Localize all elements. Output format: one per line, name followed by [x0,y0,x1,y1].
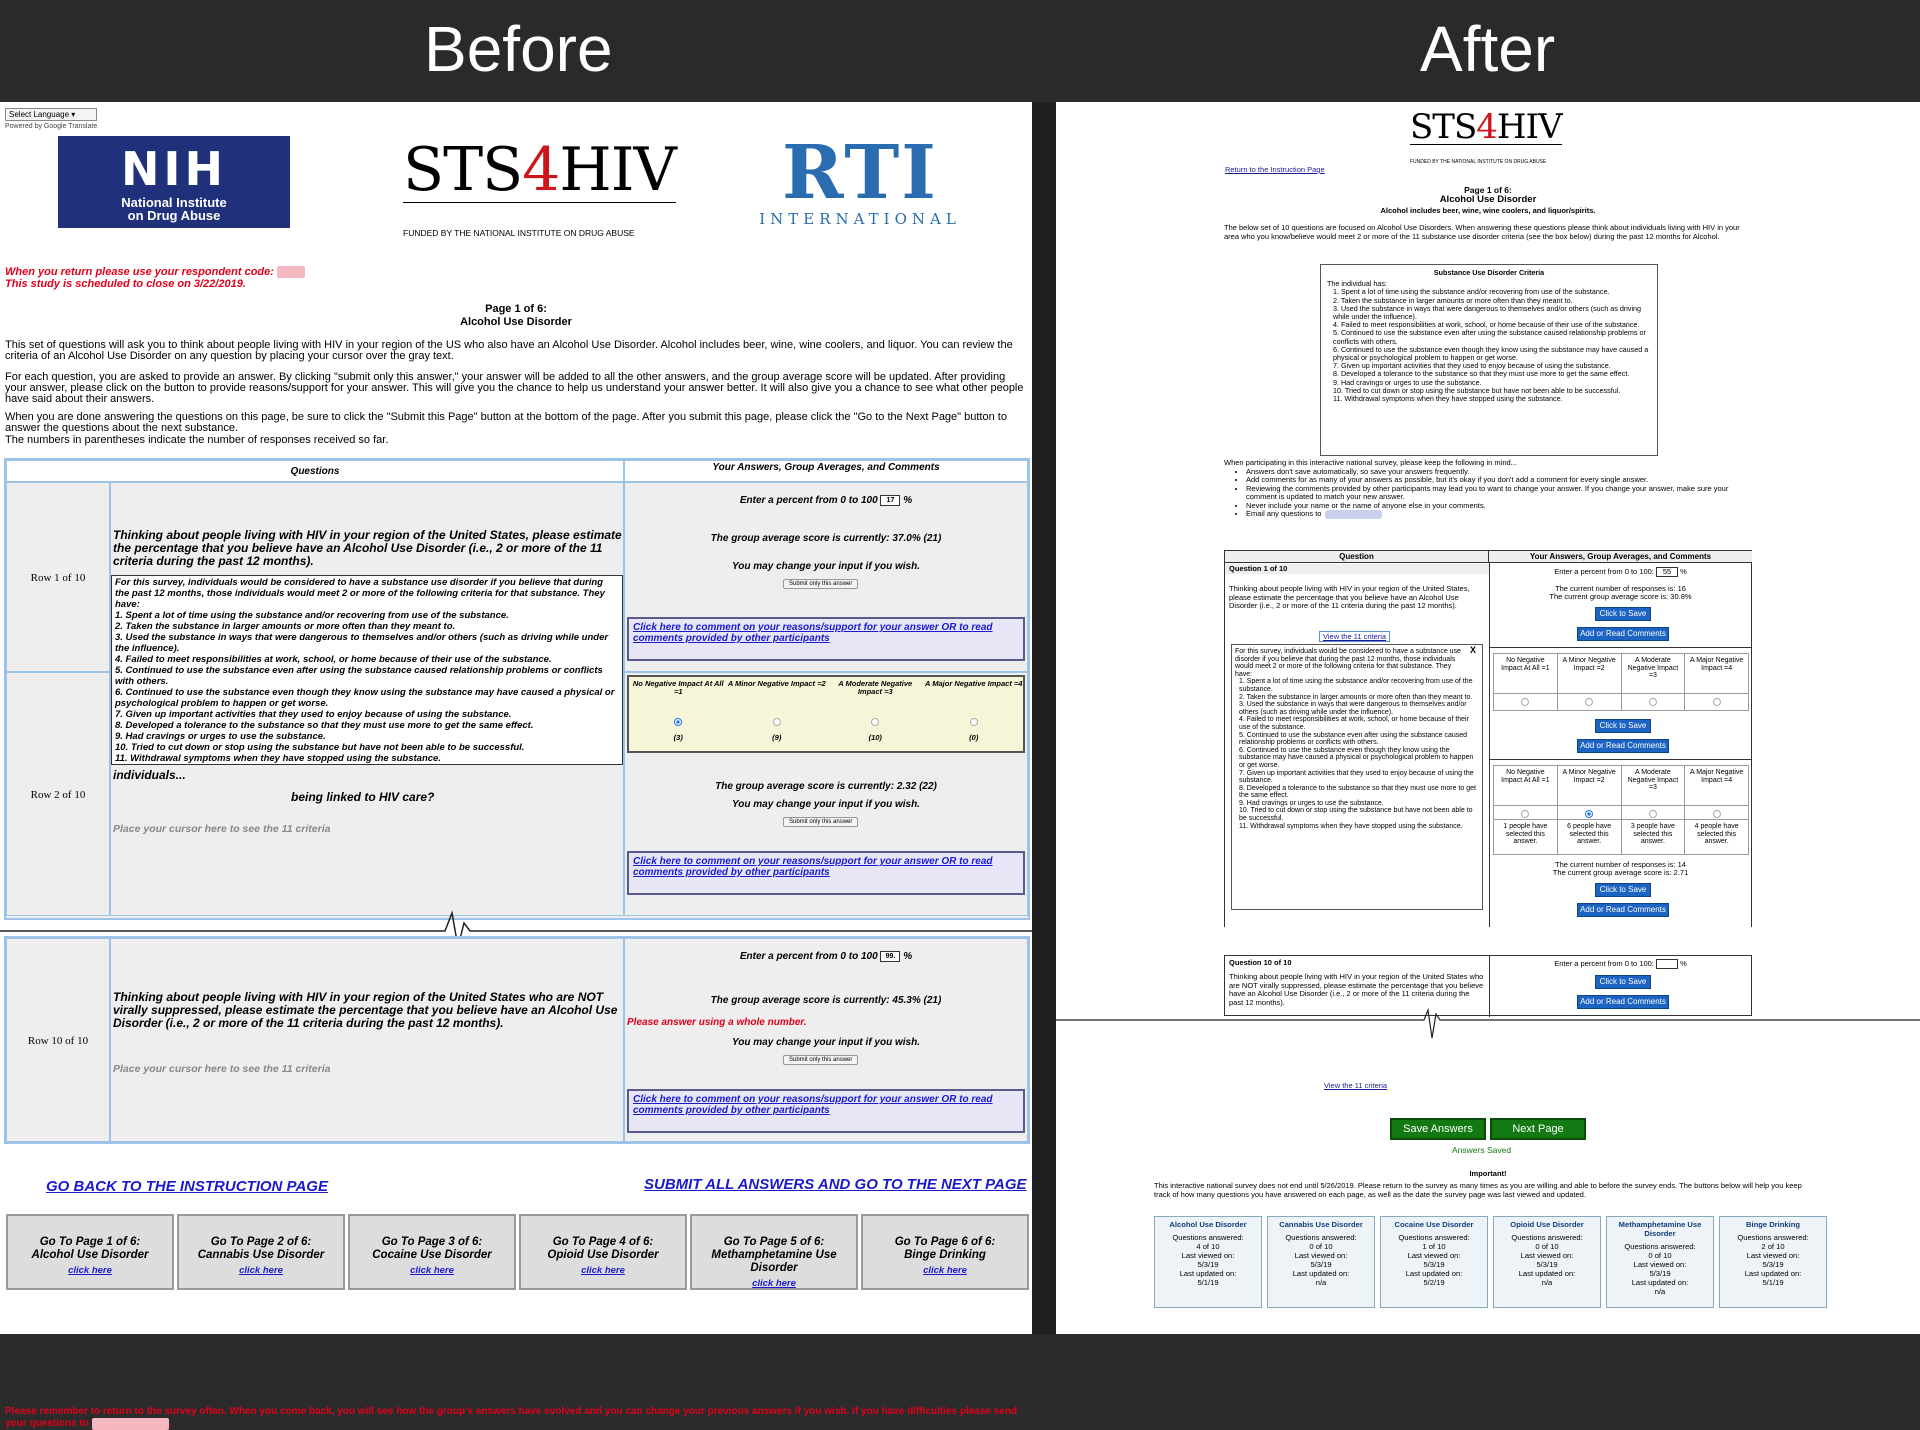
radio-button[interactable] [1649,698,1657,706]
footer-note: Please remember to return to the survey often. When you come back, you will see how the group's answers have evolved and you can change your previous answers if you wish. If you have difficulties please send your questions to . [5,1406,1018,1429]
criteria-item: 5. Continued to use the substance even after using the substance caused relationship problems or conflicts with others. [115,665,603,687]
save-button[interactable]: Click to Save [1595,607,1651,621]
criteria-item: 7. Given up important activities that they used to enjoy because of using the substance. [115,709,512,720]
sts4hiv-logo: STS4HIV FUNDED BY THE NATIONAL INSTITUTE ON DRUG ABUSE [403,140,676,263]
go-to-page-5-button[interactable]: Go To Page 5 of 6: Methamphetamine Use Disorder click here [690,1214,858,1290]
page-title: Page 1 of 6: [485,303,547,315]
answer-cell-10 [624,938,1028,1142]
percent-input[interactable]: 99. [880,951,900,962]
page-status-card[interactable]: Binge Drinking Questions answered: 2 of 10 Last viewed on: 5/3/19 Last updated on: 5/1/19 [1719,1216,1827,1308]
save-button[interactable]: Click to Save [1595,719,1651,733]
radio-button[interactable] [1521,698,1529,706]
view-criteria-link[interactable]: View the 11 criteria [1324,1081,1388,1090]
answer-cell-2 [624,672,1028,916]
page-status-card[interactable]: Opioid Use Disorder Questions answered: 0 of 10 Last viewed on: 5/3/19 Last updated on: n/a [1493,1216,1601,1308]
comment-link[interactable]: Click here to comment on your reasons/support for your answer OR to read comments provided by other participants [627,851,1025,895]
save-button[interactable]: Click to Save [1595,883,1651,897]
page-subtitle: Alcohol Use Disorder [1439,194,1537,205]
selection-count: 3 people have selected this answer. [1622,819,1685,846]
questions-table-row10 [4,936,1030,1144]
answers-column-header: Your Answers, Group Averages, and Comments [1489,551,1752,563]
sts4hiv-logo: STS4HIV FUNDED BY THE NATIONAL INSTITUTE ON DRUG ABUSE [1410,110,1562,179]
intro-paragraph-4: The numbers in parentheses indicate the number of responses received so far. [5,434,389,446]
close-date-note: This study is scheduled to close on 3/22/2019. [5,278,246,290]
criteria-popup: X For this survey, individuals would be considered to have a substance use disorder if you believe that during the past 12 months, those individuals would meet 2 or more of the following criteria for that substance. They have: 1. Spent a lot of time using the substance and/or recovering from use of the substance. 2. Taken the substance in larger amounts or more often than they meant to. 3. Used the substance in ways that were dangerous to themselves and/or others (such as driving while under the influence). 4. Failed to meet responsibilities at work, school, or home because of their use of the substance. 5. Continued to use the substance even after using the substance caused relationship problems or conflicts with others. 6. Continued to use the substance even though they know using the substance may have caused a physical or psychological problem to happen or get worse. 7. Given up important activities that they used to enjoy because of using the substance. 8. Developed a tolerance to the substance so that they must use more to get the same effect. 9. Had cravings or urges to use the substance. 10. Tried to cut down or stop using the substance but have not been able to be successful. 11. Withdrawal symptoms when they have stopped using the substance. [1231,644,1483,910]
response-count: (9) [772,733,782,742]
page-status-card[interactable]: Cannabis Use Disorder Questions answered: 0 of 10 Last viewed on: 5/3/19 Last updated on: n/a [1267,1216,1375,1308]
participation-notes: When participating in this interactive national survey, please keep the following in mind... • Answers don't save automatically, so save your answers frequently. • Add comments for as many of your answers as possible, but it's okay if you don't add a comment for every single answer. • Reviewing the comments provided by other participants may lead you to want to change your answer. If you change your answer, make sure your comment is updated to match your new answer. • Never include your name or the name of anyone else in your comments. • Email any questions to [1224,459,1744,519]
criteria-item: 10. Tried to cut down or stop using the substance but have not been able to be successful. [1239,807,1473,823]
next-page-button[interactable]: Next Page [1490,1118,1586,1140]
click-here-link[interactable]: click here [923,1265,967,1276]
criteria-hover-hint[interactable]: Place your cursor here to see the 11 criteria [113,823,331,835]
question-column-header: Question [1225,551,1489,563]
response-count: The current number of responses is: 14 [1555,860,1686,869]
question-10-text: Thinking about people living with HIV in your region of the United States who are NOT virally suppressed, please estimate the percentage that you believe have an Alcohol Use Disorder (i.e., 2 or more of the 11 criteria during the past 12 months). [113,990,618,1030]
criteria-item: 9. Had cravings or urges to use the substance. [115,731,326,742]
criteria-item: 8. Developed a tolerance to the substance so that they must use more to get the same effect. [115,720,534,731]
question-2-end: being linked to HIV care? [291,790,435,804]
radio-button[interactable] [871,718,879,726]
note-bullet: • Reviewing the comments provided by other participants may lead you to want to change your answer. If you change your answer, make sure your comment is updated to match your new answer. [1246,485,1744,502]
click-here-link[interactable]: click here [239,1265,283,1276]
criteria-item: 1. Spent a lot of time using the substance and/or recovering from use of the substance. [1333,287,1610,297]
important-heading: Important! [1469,1169,1507,1178]
page-subtitle: Alcohol Use Disorder [460,316,572,328]
likert-option[interactable]: A Moderate Negative Impact =3 [1622,654,1686,710]
likert-option[interactable]: A Major Negative Impact =4 4 people have selected this answer. [1685,766,1748,854]
percent-prompt: Enter a percent from 0 to 100 17 % [739,495,913,507]
page-title: Page 1 of 6: [1464,185,1512,195]
question-1-text: Thinking about people living with HIV in your region of the United States, please estimate the percentage that you believe have an Alcohol Use Disorder (i.e., 2 or more of the 11 criteria during the past 12 months). [113,528,622,568]
note-bullet: • Never include your name or the name of anyone else in your comments. [1246,502,1744,511]
likert-option[interactable]: No Negative Impact At All =1 [1494,654,1558,710]
may-change-note: You may change your input if you wish. [732,561,920,572]
criteria-item: 9. Had cravings or urges to use the substance. [1333,377,1482,387]
card-title: Opioid Use Disorder [1510,1220,1584,1229]
comments-button[interactable]: Add or Read Comments [1577,739,1669,753]
criteria-item: 2. Taken the substance in larger amounts or more often than they meant to. [115,621,456,632]
radio-button[interactable] [1521,810,1529,818]
click-here-link[interactable]: click here [68,1265,112,1276]
intro-paragraph-1: This set of questions will ask you to think about people living with HIV in your region of the US who also have an Alcohol Use Disorder. Alcohol includes beer, wine, wine coolers, and liquor. You can review the criteria of an Alcohol Use Disorder on any question by placing your cursor over the gray text. [5,339,1013,362]
intro-paragraph-3: When you are done answering the questions on this page, be sure to click the "Submit this Page" button at the bottom of the page. After you submit this page, please click the "Go to the Next Page" button to answer the questions about the next substance. [5,411,1007,434]
questions-column-header: Questions [6,460,624,482]
criteria-item: 9. Had cravings or urges to use the substance. [1239,799,1384,807]
comment-link[interactable]: Click here to comment on your reasons/support for your answer OR to read comments provided by other participants [627,1089,1025,1133]
percent-prompt: Enter a percent from 0 to 100: 55 % [1554,566,1687,576]
submit-answer-button[interactable]: Submit only this answer [783,817,858,827]
page-break-line [1056,1006,1920,1046]
save-answers-button[interactable]: Save Answers [1390,1118,1486,1140]
intro-text: The below set of 10 questions are focused on Alcohol Use Disorders. When answering these questions please think about individuals living with HIV in your area who you know/believe would meet 2 or more of the 11 substance use disorder criteria (see the box below) during the past 12 months for Alcohol. [1224,223,1740,241]
question-1-text: Thinking about people living with HIV in your region of the United States, please estimate the percentage that you believe have an Alcohol Use Disorder (i.e., 2 or more of the 11 criteria during the past 12 months). [1229,584,1470,610]
group-average: The group average score is currently: 37.0% (21) [710,533,942,544]
criteria-item: 7. Given up important activities that they used to enjoy because of using the substance. [1333,361,1611,371]
card-title: Binge Drinking [1745,1220,1800,1229]
criteria-item: 2. Taken the substance in larger amounts or more often than they meant to. [1239,693,1473,701]
submit-answer-button[interactable]: Submit only this answer [783,579,858,589]
criteria-item: 4. Failed to meet responsibilities at work, school, or home because of their use of the substance. [115,654,552,665]
questions-table [4,458,1030,920]
response-count: (0) [969,733,979,742]
percent-input[interactable]: 55 [1656,567,1678,577]
comments-button[interactable]: Add or Read Comments [1577,995,1669,1009]
row-label: Row 2 of 10 [6,672,110,916]
page-status-card[interactable]: Methamphetamine Use Disorder Questions answered: 0 of 10 Last viewed on: 5/3/19 Last updated on: n/a [1606,1216,1714,1308]
percent-input[interactable] [1656,959,1678,969]
redacted-email [1325,510,1381,519]
criteria-item: 1. Spent a lot of time using the substance and/or recovering from use of the substance. [1239,678,1473,693]
criteria-item: 5. Continued to use the substance even after using the substance caused relationship problems or conflicts with others. [1239,731,1468,747]
criteria-item: 11. Withdrawal symptoms when they have stopped using the substance. [1239,822,1463,830]
answers-column-header: Your Answers, Group Averages, and Comments [624,460,1028,482]
language-select[interactable]: Select Language ▾ [5,108,97,121]
go-back-link[interactable]: GO BACK TO THE INSTRUCTION PAGE [46,1178,328,1195]
go-to-page-3-button[interactable]: Go To Page 3 of 6: Cocaine Use Disorder click here [348,1214,516,1290]
likert-option[interactable]: A Major Negative Impact =4 [1685,654,1748,710]
radio-button[interactable] [1713,698,1721,706]
criteria-item: 3. Used the substance in ways that were dangerous to themselves and/or others (such as driving while under the influence). [1239,701,1467,716]
group-average: The current group average score is: 30.8% [1549,592,1692,601]
note-bullet: • Email any questions to [1246,510,1744,519]
card-title: Cocaine Use Disorder [1394,1220,1474,1229]
close-icon[interactable]: X [1469,645,1476,655]
go-to-page-2-button[interactable]: Go To Page 2 of 6: Cannabis Use Disorder click here [177,1214,345,1290]
validation-error: Please answer using a whole number. [627,1017,807,1028]
return-instruction-link[interactable]: Return to the Instruction Page [1225,165,1325,174]
criteria-item: 8. Developed a tolerance to the substance so that they must use more to get the same effect. [1333,369,1630,379]
radio-button[interactable] [1585,698,1593,706]
likert-scale [627,675,1025,753]
likert-option[interactable]: A Minor Negative Impact =2 [1558,654,1622,710]
response-count: (3) [673,733,683,742]
criteria-item: 7. Given up important activities that they used to enjoy because of using the substance. [1239,769,1474,785]
criteria-item: 8. Developed a tolerance to the substance so that they must use more to get the same effect. [1239,784,1476,800]
criteria-item: 11. Withdrawal symptoms when they have stopped using the substance. [115,753,441,764]
page-status-card[interactable]: Cocaine Use Disorder Questions answered: 1 of 10 Last viewed on: 5/3/19 Last updated on: 5/2/19 [1380,1216,1488,1308]
group-average: The current group average score is: 2.71 [1552,868,1689,877]
radio-button[interactable] [674,718,682,726]
after-label: After [1420,13,1556,85]
criteria-box: Substance Use Disorder Criteria The individual has: 1. Spent a lot of time using the substance and/or recovering from use of the substance. 2. Taken the substance in larger amounts or more often than they meant to. 3. Used the substance in ways that were dangerous to themselves and/or others (such as driving while under the influence). 4. Failed to meet responsibilities at work, school, or home because of their use of the substance. 5. Continued to use the substance even after using the substance caused relationship problems or conflicts with others. 6. Continued to use the substance even though they know using the substance may have caused a physical or psychological problem to happen or get worse. 7. Given up important activities that they used to enjoy because of using the substance. 8. Developed a tolerance to the substance so that they must use more to get the same effect. 9. Had cravings or urges to use the substance. 10. Tried to cut down or stop using the substance but have not been able to be successful. 11. Withdrawal symptoms when they have stopped using the substance. [1320,264,1658,456]
before-panel [0,102,1032,1429]
comment-link[interactable]: Click here to comment on your reasons/support for your answer OR to read comments provided by other participants [627,617,1025,661]
question-cell [110,938,624,1142]
may-change-note: You may change your input if you wish. [732,799,920,810]
selection-count: 1 people have selected this answer. [1494,819,1557,846]
click-here-link[interactable]: click here [581,1265,625,1276]
go-to-page-6-button[interactable]: Go To Page 6 of 6: Binge Drinking click here [861,1214,1029,1290]
comments-button[interactable]: Add or Read Comments [1577,903,1669,917]
question-2-fragment: individuals... [113,768,186,782]
go-to-page-1-button[interactable]: Go To Page 1 of 6: Alcohol Use Disorder click here [6,1214,174,1290]
view-criteria-button[interactable]: View the 11 criteria [1319,631,1390,642]
likert-option[interactable]: No Negative Impact At All =1 1 people have selected this answer. [1494,766,1558,854]
criteria-item: 2. Taken the substance in larger amounts or more often than they meant to. [1333,295,1573,305]
criteria-item: 10. Tried to cut down or stop using the substance but have not been able to be successful. [115,742,525,753]
powered-by-google: Powered by Google Translate [5,123,98,130]
criteria-tooltip: For this survey, individuals would be considered to have a substance use disorder if you believe that during the past 12 months, those individuals would meet 2 or more of the following criteria for that substance. They have: 1. Spent a lot of time using the substance and/or recovering from use of the substance. 2. Taken the substance in larger amounts or more often than they meant to. 3. Used the substance in ways that were dangerous to themselves and/or others (such as driving while under the influence). 4. Failed to meet responsibilities at work, school, or home because of their use of the substance. 5. Continued to use the substance even after using the substance caused relationship problems or conflicts with others. 6. Continued to use the substance even though they know using the substance may have caused a physical or psychological problem to happen or get worse. 7. Given up important activities that they used to enjoy because of using the substance. 8. Developed a tolerance to the substance so that they must use more to get the same effect. 9. Had cravings or urges to use the substance. 10. Tried to cut down or stop using the substance but have not been able to be successful. 11. Withdrawal symptoms when they have stopped using the substance. [111,575,623,765]
radio-button[interactable] [970,718,978,726]
likert-option[interactable]: A Moderate Negative Impact =3 (10) [826,677,925,751]
note-bullet: • Add comments for as many of your answers as possible, but it's okay if you don't add a comment for every single answer. [1246,476,1744,485]
likert-option[interactable]: A Major Negative Impact =4 (0) [925,679,1023,742]
nih-logo: NIH National Institute on Drug Abuse [58,136,290,228]
likert-option[interactable]: A Minor Negative Impact =2 (9) [727,679,826,742]
card-title: Alcohol Use Disorder [1169,1220,1247,1229]
criteria-item: 1. Spent a lot of time using the substance and/or recovering from use of the substance. [115,610,509,621]
selection-count: 4 people have selected this answer. [1685,819,1748,846]
page-status-card[interactable]: Alcohol Use Disorder Questions answered: 4 of 10 Last viewed on: 5/3/19 Last updated on: 5/1/19 [1154,1216,1262,1308]
radio-button[interactable] [1649,810,1657,818]
criteria-item: 3. Used the substance in ways that were dangerous to themselves and/or others (such as driving while under the influence). [115,632,609,654]
card-title: Methamphetamine Use Disorder [1618,1220,1702,1238]
percent-prompt: Enter a percent from 0 to 100 99. % [739,951,913,963]
click-here-link[interactable]: click here [410,1265,454,1276]
question-10-text: Thinking about people living with HIV in your region of the United States who are NOT virally suppressed, please estimate the percentage that you believe have an Alcohol Use Disorder (i.e., 2 or more of the 11 criteria during the past 12 months). [1229,972,1484,1007]
save-button[interactable]: Click to Save [1595,975,1651,989]
submit-all-link[interactable]: SUBMIT ALL ANSWERS AND GO TO THE NEXT PAGE [644,1176,1027,1193]
comparison-header [0,0,1920,100]
likert-option[interactable]: A Moderate Negative Impact =3 3 people have selected this answer. [1622,766,1686,854]
important-text: This interactive national survey does not end until 5/26/2019. Please return to the survey as many times as you are willing and able to before the survey ends. The buttons below will help you keep track of how many questions you have answered on each page, as well as the date the survey page was last viewed and updated. [1154,1181,1802,1199]
radio-button[interactable] [773,718,781,726]
criteria-hover-hint[interactable]: Place your cursor here to see the 11 criteria [113,1063,331,1075]
percent-input[interactable]: 17 [880,495,900,506]
criteria-item: 6. Continued to use the substance even though they know using the substance may have caused a physical or psychological problem to happen or get worse. [115,687,615,709]
radio-button[interactable] [1585,810,1593,818]
question-10-label: Question 10 of 10 [1229,958,1292,967]
right-questions-table [1224,550,1752,1016]
answers-saved-status: Answers Saved [1452,1145,1512,1155]
response-count: The current number of responses is: 16 [1555,584,1686,593]
comments-button[interactable]: Add or Read Comments [1577,627,1669,641]
criteria-item: 6. Continued to use the substance even though they know using the substance may have caused a physical or psychological problem to happen or get worse. [1333,344,1649,363]
criteria-item: 3. Used the substance in ways that were dangerous to themselves and/or others (such as driving while under the influence). [1333,303,1642,322]
criteria-item: 6. Continued to use the substance even though they know using the substance may have caused a physical or psychological problem to happen or get worse. [1239,746,1474,769]
percent-prompt: Enter a percent from 0 to 100: % [1554,958,1687,968]
group-average: The group average score is currently: 45.3% (21) [710,995,942,1006]
intro-paragraph-2: For each question, you are asked to provide an answer. By clicking "submit only this answer," your answer will be added to all the other answers, and the group average score will be updated. After providing your answer, please click on the button to provide reasons/support for your answer. This will give you the chance to help us understand your answer better. It will also give you a chance to see what other people have said about their answers. [5,371,1024,405]
answer-cell-1 [624,482,1028,672]
criteria-item: 4. Failed to meet responsibilities at work, school, or home because of their use of the substance. [1239,716,1469,731]
likert-scale-filled [1493,765,1749,855]
respondent-code-note: When you return please use your respondent code: [5,266,305,278]
selection-count: 6 people have selected this answer. [1558,819,1621,846]
submit-answer-button[interactable]: Submit only this answer [783,1055,858,1065]
row-label: Row 10 of 10 [6,938,110,1142]
rti-logo: RTI INTERNATIONAL [759,130,961,228]
criteria-item: 5. Continued to use the substance even after using the substance caused relationship problems or conflicts with others. [1333,328,1646,346]
go-to-page-4-button[interactable]: Go To Page 4 of 6: Opioid Use Disorder click here [519,1214,687,1290]
criteria-item: 11. Withdrawal symptoms when they have stopped using the substance. [1333,394,1563,404]
question-cell [110,482,624,916]
card-title: Cannabis Use Disorder [1279,1220,1363,1229]
radio-button[interactable] [1713,810,1721,818]
criteria-item: 4. Failed to meet responsibilities at work, school, or home because of their use of the substance. [1333,320,1640,330]
before-label: Before [424,13,613,85]
question-1-label: Question 1 of 10 [1229,564,1288,573]
likert-option[interactable]: No Negative Impact At All =1 (3) [629,677,728,751]
likert-scale-empty [1493,653,1749,711]
panel-divider [1032,102,1056,1334]
click-here-link[interactable]: click here [752,1278,796,1289]
note-bullet: • Answers don't save automatically, so save your answers frequently. [1246,468,1744,477]
row-label: Row 1 of 10 [6,482,110,672]
likert-option[interactable]: A Minor Negative Impact =2 6 people have selected this answer. [1558,766,1622,854]
group-average: The group average score is currently: 2.32 (22) [715,781,937,792]
page-note: Alcohol includes beer, wine, wine coolers, and liquor/spirits. [1380,206,1596,215]
may-change-note: You may change your input if you wish. [732,1037,920,1048]
response-count: (10) [868,733,882,742]
criteria-item: 10. Tried to cut down or stop using the substance but have not been able to be successful. [1333,385,1621,395]
